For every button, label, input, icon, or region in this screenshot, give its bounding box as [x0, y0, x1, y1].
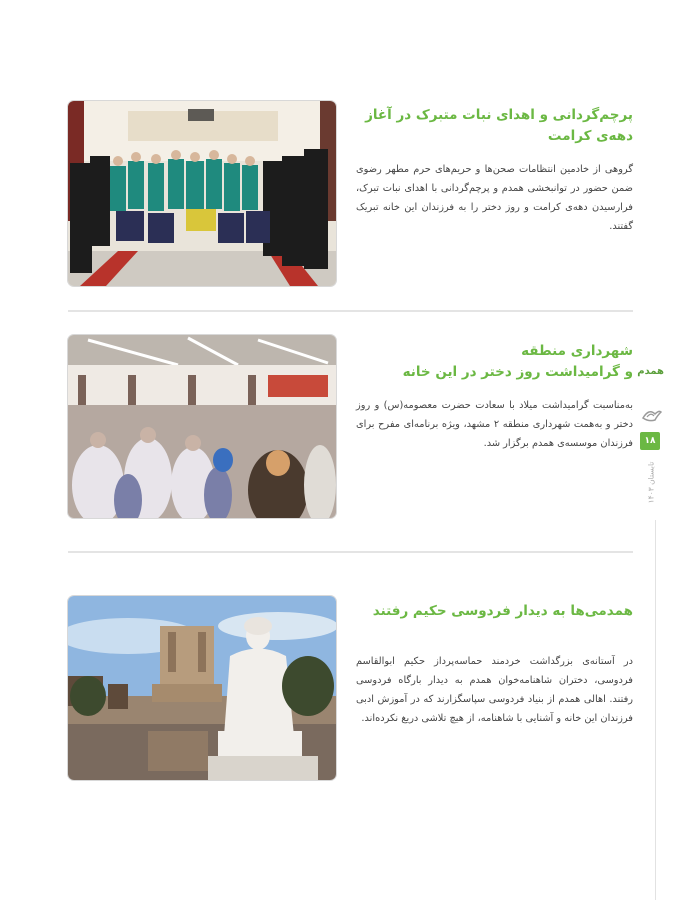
- article-3-body: در آستانه‌ی بزرگداشت خردمند حماسه‌پرداز حکیم ابوالقاسم فردوسی، دختران شاهنامه‌خوان همدم به دیدار بارگاه فردوسی رفتند. اهالی همدم از بنیاد فردوسی سپاسگزارند که در آموزش ادبی فرزندان این خانه و آشنایی با شاهنامه، از هیچ تلاشی دریغ نکرده‌اند.: [356, 656, 633, 724]
- divider-2: [68, 551, 633, 553]
- issue-label: تابستان ۱۴۰۳: [646, 461, 656, 504]
- photo-ferdowsi-statue: [68, 596, 336, 780]
- photo-girls-in-hall: [68, 335, 336, 518]
- article-2-title: [356, 341, 633, 383]
- article-1-body: گروهی از خادمین انتظامات صحن‌ها و حریم‌های حرم مطهر رضوی ضمن حضور در توانبخشی همدم و پرچم‌گردانی با اهدای نبات تبرک، فرارسیدن دهه‌ی کرامت و روز دختر را به فرزندان این خانه تبریک گفتند.: [356, 164, 633, 232]
- photo-girls-with-flag: [68, 101, 336, 286]
- page-number: ۱۸: [640, 432, 660, 450]
- bird-logo-icon: [641, 406, 663, 428]
- article-3: [68, 596, 633, 782]
- article-2-title-line-2: و گرامیداشت روز دختر در این خانه: [402, 364, 633, 380]
- article-3-title: همدمی‌ها به دیدار فردوسی حکیم رفتند: [372, 603, 633, 619]
- divider-1: [68, 310, 633, 312]
- article-3-text: [356, 601, 633, 728]
- article-1-title: پرچم‌گردانی و اهدای نبات متبرک در آغاز دهه‌ی کرامت: [365, 107, 633, 144]
- article-2-title-line-1: شهرداری منطقه: [521, 343, 633, 359]
- magazine-logo: همدم: [637, 366, 664, 377]
- article-2-body: به‌مناسبت گرامیداشت میلاد با سعادت حضرت معصومه(س) و روز دختر و به‌همت شهرداری منطقه ۲ مشهد، ویژه برنامه‌ای مفرح برای فرزندان موسسه‌ی همدم برگزار شد.: [356, 400, 633, 449]
- article-2-text: [356, 341, 633, 453]
- sidebar-rule: [655, 520, 656, 900]
- article-1-text: [356, 105, 633, 236]
- article-2: [68, 335, 633, 521]
- article-1: [68, 101, 633, 287]
